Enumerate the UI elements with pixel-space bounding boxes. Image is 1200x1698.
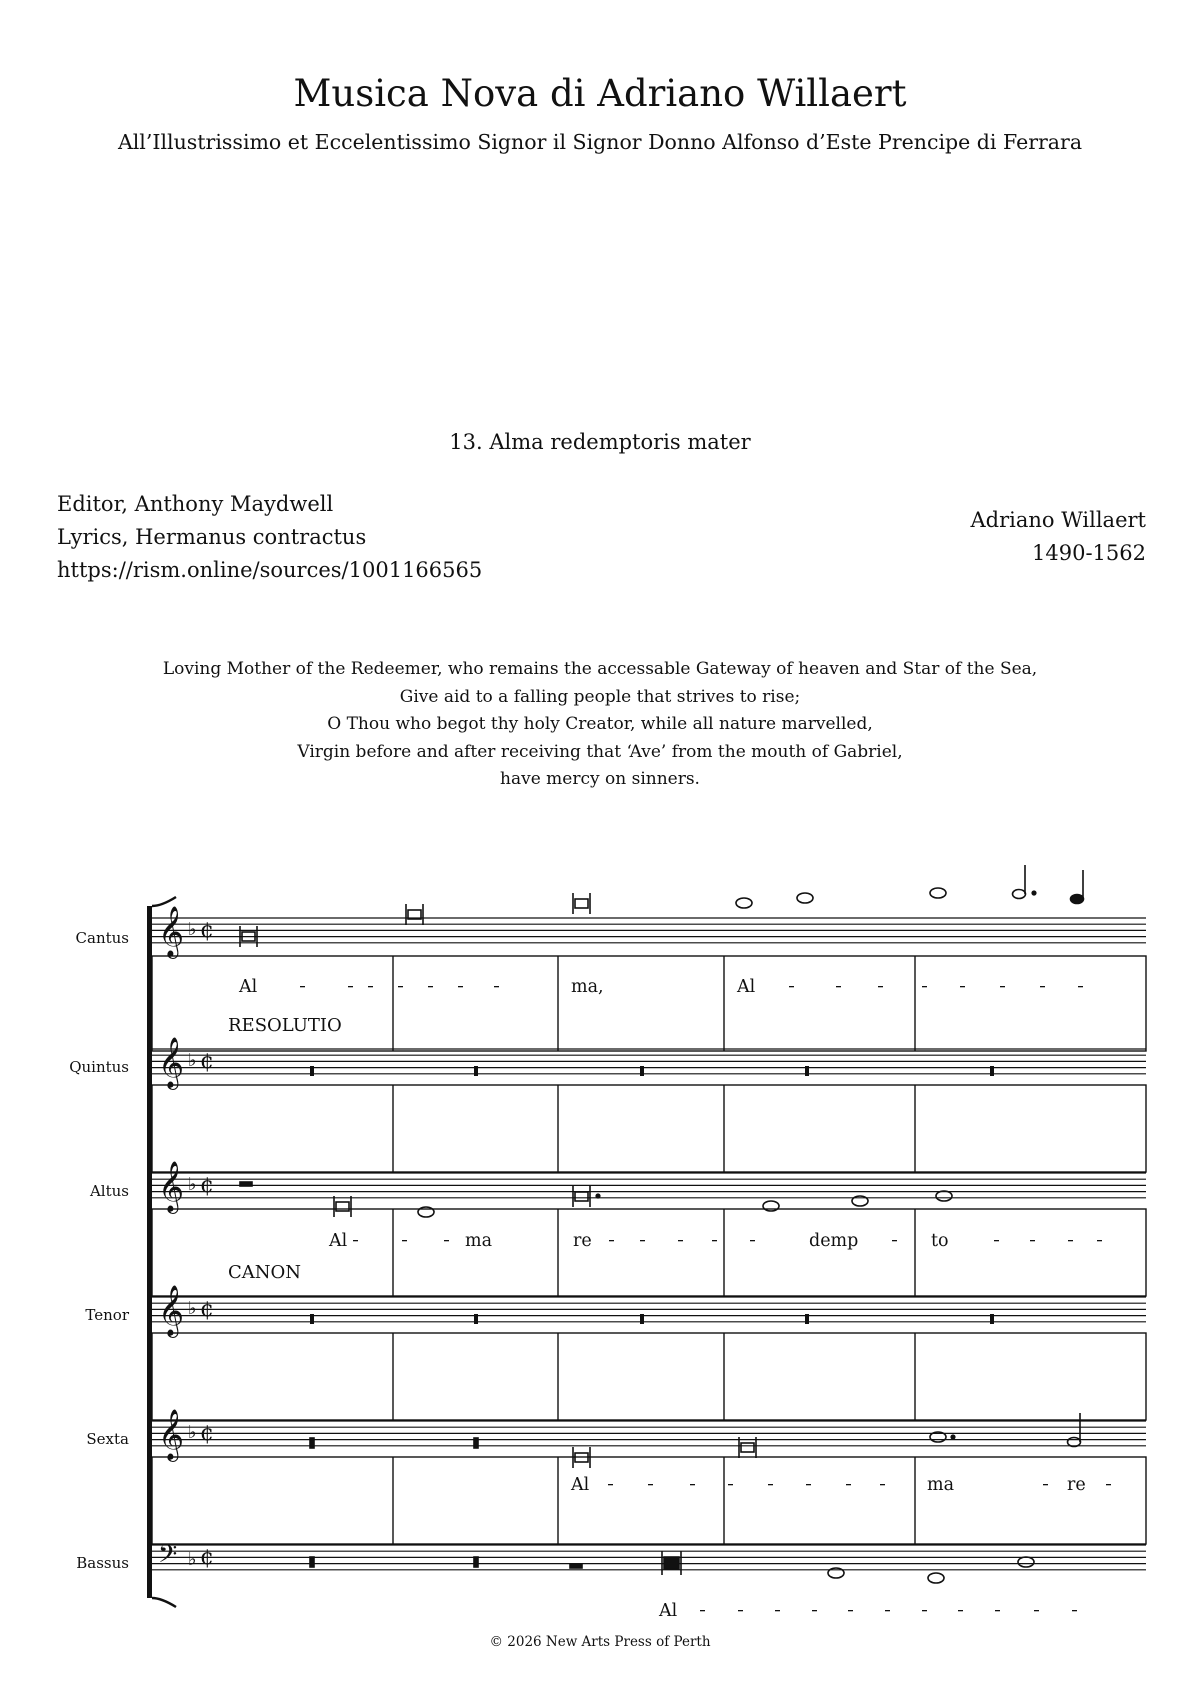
lyric-syllable: Al	[659, 1601, 678, 1621]
voice-label-cantus: Cantus	[75, 929, 129, 947]
bassus-notes	[310, 1551, 1034, 1583]
lyric-hyphen	[995, 1610, 1000, 1611]
lyric-hyphen	[609, 1240, 614, 1241]
lyric-hyphen	[885, 1610, 890, 1611]
voice-label-quintus: Quintus	[69, 1058, 129, 1076]
flat-key-signature-icon: ♭	[188, 1549, 197, 1570]
lyric-hyphen	[958, 1610, 963, 1611]
lyric-hyphen	[640, 1240, 645, 1241]
breve-rest	[474, 1066, 478, 1076]
treble-clef-icon: 𝄞	[158, 1037, 185, 1088]
whole-note	[930, 888, 946, 898]
lyric-syllable: ma	[927, 1475, 955, 1495]
lyric-hyphen	[1106, 1484, 1111, 1485]
lyric-hyphens	[300, 986, 1111, 1611]
lyric-hyphen	[1030, 1240, 1035, 1241]
breve-note	[573, 893, 590, 914]
quarter-note	[1071, 870, 1084, 904]
lyric-hyphen	[836, 986, 841, 987]
piece-title: 13. Alma redemptoris mater	[449, 430, 751, 454]
lyric-hyphen	[878, 986, 883, 987]
lyric-hyphen	[700, 1610, 705, 1611]
lyric-syllable: re	[573, 1231, 592, 1251]
dedication-subtitle: All’Illustrissimo et Eccelentissimo Signor il Signor Donno Alfonso d’Este Prencipe di Ferrara	[117, 130, 1083, 154]
lyric-hyphen	[848, 1610, 853, 1611]
breve-rest	[310, 1438, 314, 1448]
treble-clef-icon: 𝄞	[158, 906, 185, 957]
breve-rest	[990, 1314, 994, 1324]
treble-8vb-clef-icon: 𝄞	[158, 1285, 185, 1336]
lyric-syllable: to	[931, 1231, 949, 1251]
flat-key-signature-icon: ♭	[188, 1050, 197, 1071]
voice-label-tenor: Tenor	[85, 1306, 129, 1324]
breve-rest	[310, 1557, 314, 1567]
lyric-hyphen	[846, 1484, 851, 1485]
copyright-notice: © 2026 New Arts Press of Perth	[489, 1634, 711, 1650]
lyric-hyphen	[494, 986, 499, 987]
composer-name: Adriano Willaert	[970, 508, 1146, 532]
lyric-syllable: Al	[571, 1475, 590, 1495]
lyric-hyphen	[368, 986, 373, 987]
breve-rest	[310, 1066, 314, 1076]
breve-note	[406, 904, 423, 925]
lyric-hyphen	[458, 986, 463, 987]
lyric-hyphen	[300, 986, 305, 987]
cut-time-signature-icon: ¢	[200, 918, 214, 943]
lyric-syllable: Al	[329, 1231, 348, 1251]
cut-time-signature-icon: ¢	[200, 1421, 214, 1446]
lyric-hyphen	[402, 1240, 407, 1241]
mensurstrich-boxes	[152, 956, 1146, 1544]
lyric-hyphen	[922, 986, 927, 987]
lyric-syllable: ma,	[571, 977, 604, 997]
lyric-hyphen	[1078, 986, 1083, 987]
whole-note	[928, 1573, 944, 1583]
lyric-hyphen	[994, 1240, 999, 1241]
lyric-syllable: demp	[809, 1231, 859, 1251]
lyric-hyphen	[750, 1240, 755, 1241]
lyric-syllable: re	[1067, 1475, 1086, 1495]
lyric-syllable: Al	[737, 977, 756, 997]
cut-time-signature-icon: ¢	[200, 1049, 214, 1074]
voice-label-sexta: Sexta	[86, 1430, 129, 1448]
lyric-hyphen	[690, 1484, 695, 1485]
dotted-breve-note	[573, 1186, 600, 1207]
translation-line: have mercy on sinners.	[500, 769, 700, 789]
altus-lyrics	[328, 1231, 949, 1251]
lyric-hyphen	[1097, 1240, 1102, 1241]
lyric-syllable: ma	[465, 1231, 493, 1251]
cut-time-signature-icon: ¢	[200, 1297, 214, 1322]
lyric-hyphen	[678, 1240, 683, 1241]
canon-marking: CANON	[228, 1262, 302, 1283]
breve-rest	[474, 1314, 478, 1324]
flat-key-signature-icon: ♭	[188, 1298, 197, 1319]
lyric-hyphen	[775, 1610, 780, 1611]
flat-key-signature-icon: ♭	[188, 1174, 197, 1195]
composer-dates: 1490-1562	[1032, 541, 1146, 565]
lyric-hyphen	[789, 986, 794, 987]
translation-line: Virgin before and after receiving that ‘Ave’ from the mouth of Gabriel,	[297, 741, 903, 762]
lyric-hyphen	[1072, 1610, 1077, 1611]
flat-key-signature-icon: ♭	[188, 1422, 197, 1443]
breve-note	[334, 1196, 351, 1217]
breve-rest	[310, 1314, 314, 1324]
whole-note	[936, 1191, 952, 1201]
whole-note	[1018, 1557, 1034, 1567]
lyric-hyphen	[398, 986, 403, 987]
breve-rest	[990, 1066, 994, 1076]
lyric-hyphen	[1000, 986, 1005, 987]
source-url: https://rism.online/sources/1001166565	[57, 558, 483, 582]
cut-time-signature-icon: ¢	[200, 1545, 214, 1570]
dotted-half-note	[1013, 865, 1036, 899]
bassus-lyrics	[658, 1601, 678, 1621]
lyric-hyphen	[960, 986, 965, 987]
treble-clef-icon: 𝄞	[158, 1161, 185, 1212]
whole-note	[797, 893, 813, 903]
half-note	[1068, 1413, 1081, 1447]
flat-key-signature-icon: ♭	[188, 919, 197, 940]
lyric-hyphen	[1034, 1610, 1039, 1611]
lyric-syllable: Al	[239, 977, 258, 997]
lyric-hyphen	[712, 1240, 717, 1241]
breve-rest	[805, 1314, 809, 1324]
lyric-hyphen	[428, 986, 433, 987]
editor-credit: Editor, Anthony Maydwell	[57, 492, 334, 516]
lyric-hyphen	[728, 1484, 733, 1485]
minim-rest	[570, 1564, 582, 1568]
lyric-hyphen	[348, 986, 353, 987]
longa-note	[662, 1551, 681, 1575]
lyric-hyphen	[1068, 1240, 1073, 1241]
lyric-hyphen	[738, 1610, 743, 1611]
translation-line: Give aid to a falling people that strives to rise;	[399, 686, 801, 707]
lyric-hyphen	[1040, 986, 1045, 987]
lyric-hyphen	[812, 1610, 817, 1611]
lyric-hyphen	[880, 1484, 885, 1485]
lyric-hyphen	[922, 1610, 927, 1611]
minim-rest	[240, 1182, 252, 1186]
lyric-hyphen	[768, 1484, 773, 1485]
lyric-hyphen	[1043, 1484, 1048, 1485]
breve-rest	[474, 1438, 478, 1448]
whole-note	[736, 898, 752, 908]
voice-label-bassus: Bassus	[76, 1554, 129, 1572]
resolutio-marking: RESOLUTIO	[228, 1015, 342, 1036]
lyric-hyphen	[608, 1484, 613, 1485]
translation-line: O Thou who begot thy holy Creator, while all nature marvelled,	[327, 714, 873, 734]
lyric-hyphen	[444, 1240, 449, 1241]
altus-notes	[240, 1182, 952, 1217]
cantus-notes	[240, 865, 1084, 947]
sexta-lyrics	[570, 1475, 1086, 1495]
lyric-hyphen	[353, 1240, 358, 1241]
bass-clef-icon: 𝄢	[158, 1540, 178, 1575]
clefs	[158, 906, 214, 1575]
voice-label-altus: Altus	[89, 1182, 129, 1200]
breve-rest	[474, 1557, 478, 1567]
breve-rest	[640, 1314, 644, 1324]
lyricist-credit: Lyrics, Hermanus contractus	[57, 525, 367, 549]
lyric-hyphen	[892, 1240, 897, 1241]
translation-line: Loving Mother of the Redeemer, who remains the accessable Gateway of heaven and Star of the Sea,	[162, 659, 1038, 679]
treble-8vb-clef-icon: 𝄞	[158, 1409, 185, 1460]
collection-title: Musica Nova di Adriano Willaert	[293, 72, 907, 115]
cut-time-signature-icon: ¢	[200, 1173, 214, 1198]
lyric-hyphen	[648, 1484, 653, 1485]
lyric-hyphen	[806, 1484, 811, 1485]
breve-rest	[640, 1066, 644, 1076]
breve-rest	[805, 1066, 809, 1076]
